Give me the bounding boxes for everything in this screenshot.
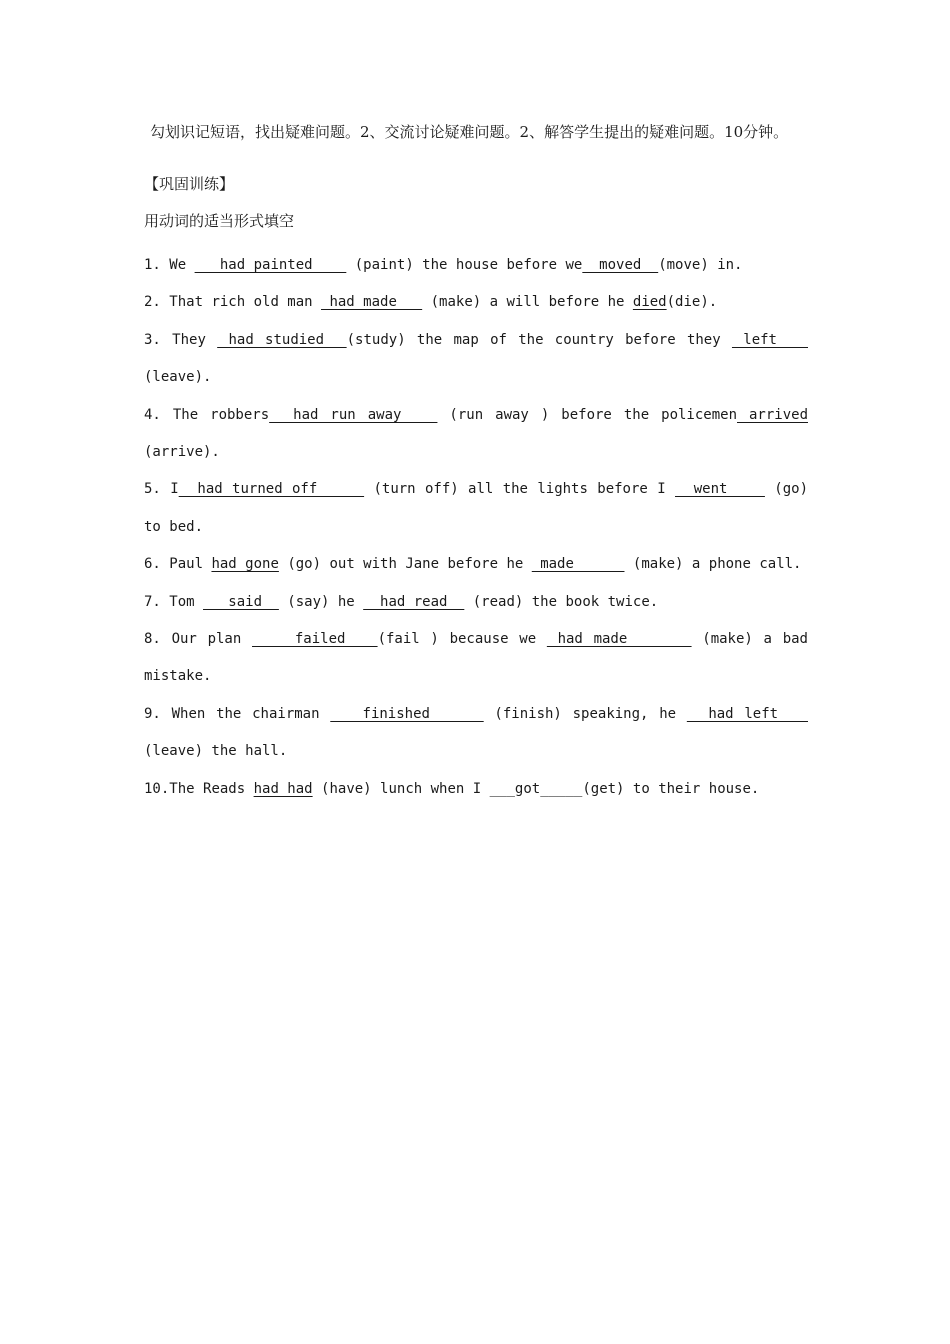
item-text: (get) to their house.: [582, 780, 760, 797]
item-text: (leave).: [144, 369, 212, 386]
item-number: 7.: [144, 593, 170, 610]
item-text: (leave) the hall.: [144, 743, 288, 760]
item-text: (go) out with Jane before he: [278, 556, 532, 573]
item-text: (run away ) before the policemen: [437, 406, 737, 423]
item-text: (have) lunch when I: [312, 780, 490, 797]
item-text: We: [169, 257, 195, 273]
item-text: (paint) the house before we: [346, 257, 583, 273]
item-text: (make) a will before he: [422, 294, 633, 311]
item-text: (say) he: [278, 593, 364, 610]
answer-blank: finished: [330, 705, 484, 722]
exercise-item: [144, 621, 808, 696]
item-text: Tom: [169, 593, 204, 610]
answer-blank: said: [203, 593, 279, 610]
exercise-item: [144, 322, 808, 397]
answer-blank: had had: [253, 780, 313, 797]
item-number: 6.: [144, 556, 170, 573]
item-number: 1.: [144, 257, 170, 273]
item-number: 3.: [144, 331, 173, 348]
exercise-item: [144, 771, 808, 808]
item-text: (move) in.: [658, 257, 743, 273]
item-text: (make) a phone call.: [624, 556, 802, 573]
exercise-item: [144, 696, 808, 771]
answer-blank: had left: [686, 705, 808, 722]
item-text: (turn off) all the lights before I: [364, 481, 676, 498]
item-text: ___got_____: [489, 780, 583, 797]
item-text: (arrive).: [144, 444, 220, 461]
item-text: The robbers: [172, 406, 270, 423]
item-number: 2.: [144, 294, 170, 311]
exercise-item: [144, 397, 808, 472]
item-number: 9.: [144, 705, 172, 722]
answer-blank: went: [675, 481, 765, 498]
exercise-item: [144, 284, 808, 321]
item-number: 10.: [144, 780, 170, 797]
item-text: (go) to bed.: [144, 481, 808, 535]
section-heading: 【巩固训练】: [144, 175, 235, 193]
intro-text: 勾划识记短语，找出疑难问题。2、交流讨论疑难问题。2、解答学生提出的疑难问题。10分钟。: [150, 123, 789, 141]
item-number: 8.: [144, 631, 172, 648]
item-text: They: [172, 331, 218, 348]
answer-blank: had gone: [211, 556, 279, 573]
item-text: (die).: [666, 294, 718, 311]
answer-blank: had made: [321, 294, 423, 311]
answer-blank: made: [531, 556, 625, 573]
item-text: (fail ) because we: [377, 631, 547, 648]
answer-blank: arrived: [737, 406, 808, 423]
item-number: 4.: [144, 406, 173, 423]
item-text: Our plan: [171, 631, 253, 648]
item-text: (study) the map of the country before they: [346, 331, 732, 348]
exercise-item: [144, 584, 808, 621]
exercise-instruction: 用动词的适当形式填空: [144, 212, 295, 230]
answer-blank: failed: [252, 631, 378, 648]
answer-blank: had read: [363, 593, 465, 610]
item-text: I: [170, 481, 179, 498]
answer-blank: had made: [546, 631, 692, 648]
item-text: (make) a bad mistake.: [144, 631, 808, 685]
item-text: (finish) speaking, he: [483, 705, 687, 722]
exercise-item: [144, 247, 808, 284]
answer-blank: had run away: [269, 406, 438, 423]
answer-blank: died: [632, 294, 667, 311]
exercise-item: [144, 471, 808, 546]
item-text: The Reads: [169, 780, 254, 797]
item-text: (read) the book twice.: [464, 593, 659, 610]
answer-blank: had turned off: [178, 481, 365, 498]
answer-blank: had painted: [194, 257, 347, 273]
answer-blank: left: [731, 331, 808, 348]
item-text: That rich old man: [169, 294, 322, 311]
item-text: When the chairman: [171, 705, 331, 722]
answer-blank: moved: [582, 257, 659, 273]
exercise-item: [144, 546, 808, 583]
item-text: Paul: [169, 556, 212, 573]
answer-blank: had studied: [217, 331, 347, 348]
exercise-list: [144, 247, 808, 808]
item-number: 5.: [144, 481, 171, 498]
